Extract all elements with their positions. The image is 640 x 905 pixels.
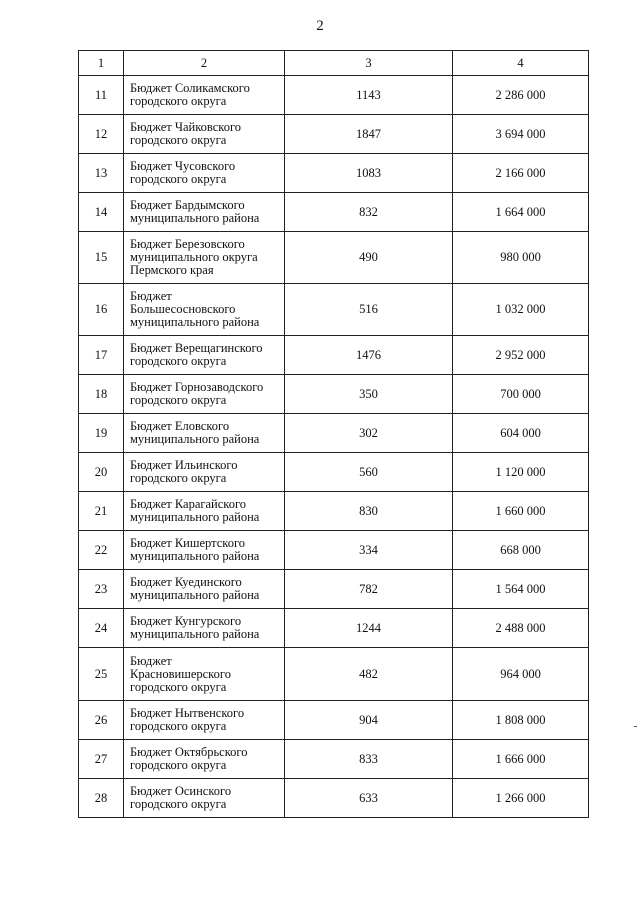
column-header: 4 — [453, 51, 589, 76]
table-row — [79, 154, 589, 193]
budget-name: Бюджет Верещагинского городского округа — [124, 336, 285, 375]
table-row — [79, 336, 589, 375]
column-3-value: 302 — [285, 414, 453, 453]
column-3-value: 1847 — [285, 115, 453, 154]
column-4-value: 1 664 000 — [453, 193, 589, 232]
table-row — [79, 740, 589, 779]
column-4-value: 3 694 000 — [453, 115, 589, 154]
row-number: 24 — [79, 609, 124, 648]
table-row — [79, 531, 589, 570]
column-3-value: 350 — [285, 375, 453, 414]
table-row — [79, 701, 589, 740]
budget-allocation-table — [78, 50, 589, 818]
budget-name: Бюджет Ильинского городского округа — [124, 453, 285, 492]
row-number: 17 — [79, 336, 124, 375]
column-4-value: 1 666 000 — [453, 740, 589, 779]
table-row — [79, 284, 589, 336]
column-4-value: 1 032 000 — [453, 284, 589, 336]
table-row — [79, 115, 589, 154]
column-4-value: 2 286 000 — [453, 76, 589, 115]
row-number: 25 — [79, 648, 124, 701]
column-3-value: 633 — [285, 779, 453, 818]
table-row — [79, 193, 589, 232]
column-4-value: 668 000 — [453, 531, 589, 570]
column-4-value: 2 488 000 — [453, 609, 589, 648]
column-4-value: 980 000 — [453, 232, 589, 284]
table-row — [79, 453, 589, 492]
row-number: 26 — [79, 701, 124, 740]
budget-name: Бюджет Нытвенского городского округа — [124, 701, 285, 740]
budget-name: Бюджет Красновишерского городского округа — [124, 648, 285, 701]
budget-name: Бюджет Горнозаводского городского округа — [124, 375, 285, 414]
budget-name: Бюджет Бардымского муниципального района — [124, 193, 285, 232]
column-3-value: 1083 — [285, 154, 453, 193]
table-row — [79, 232, 589, 284]
table-row — [79, 76, 589, 115]
budget-name: Бюджет Куединского муниципального района — [124, 570, 285, 609]
column-4-value: 2 952 000 — [453, 336, 589, 375]
budget-name: Бюджет Кунгурского муниципального района — [124, 609, 285, 648]
table-row — [79, 492, 589, 531]
row-number: 16 — [79, 284, 124, 336]
row-number: 18 — [79, 375, 124, 414]
column-3-value: 1143 — [285, 76, 453, 115]
row-number: 14 — [79, 193, 124, 232]
budget-name: Бюджет Октябрьского городского округа — [124, 740, 285, 779]
row-number: 19 — [79, 414, 124, 453]
row-number: 21 — [79, 492, 124, 531]
budget-name: Бюджет Кишертского муниципального района — [124, 531, 285, 570]
column-4-value: 1 808 000 — [453, 701, 589, 740]
column-3-value: 830 — [285, 492, 453, 531]
budget-name: Бюджет Соликамского городского округа — [124, 76, 285, 115]
budget-name: Бюджет Чайковского городского округа — [124, 115, 285, 154]
table-row — [79, 570, 589, 609]
column-3-value: 334 — [285, 531, 453, 570]
column-3-value: 1244 — [285, 609, 453, 648]
row-number: 12 — [79, 115, 124, 154]
column-3-value: 782 — [285, 570, 453, 609]
column-3-value: 1476 — [285, 336, 453, 375]
column-4-value: 1 120 000 — [453, 453, 589, 492]
column-3-value: 482 — [285, 648, 453, 701]
row-number: 23 — [79, 570, 124, 609]
budget-name: Бюджет Осинского городского округа — [124, 779, 285, 818]
budget-name: Бюджет Чусовского городского округа — [124, 154, 285, 193]
column-3-value: 833 — [285, 740, 453, 779]
budget-name: Бюджет Еловского муниципального района — [124, 414, 285, 453]
column-header: 1 — [79, 51, 124, 76]
column-4-value: 1 564 000 — [453, 570, 589, 609]
table-row — [79, 648, 589, 701]
table-row — [79, 375, 589, 414]
column-3-value: 516 — [285, 284, 453, 336]
page-number: 2 — [316, 18, 324, 34]
row-number: 13 — [79, 154, 124, 193]
column-4-value: 964 000 — [453, 648, 589, 701]
column-4-value: 2 166 000 — [453, 154, 589, 193]
budget-name: Бюджет Березовского муниципального округа Пермского края — [124, 232, 285, 284]
table-row — [79, 779, 589, 818]
column-4-value: 604 000 — [453, 414, 589, 453]
row-number: 20 — [79, 453, 124, 492]
scan-artifact — [634, 726, 637, 727]
row-number: 27 — [79, 740, 124, 779]
column-header: 3 — [285, 51, 453, 76]
column-4-value: 700 000 — [453, 375, 589, 414]
column-3-value: 904 — [285, 701, 453, 740]
row-number: 11 — [79, 76, 124, 115]
budget-name: Бюджет Карагайского муниципального района — [124, 492, 285, 531]
column-4-value: 1 660 000 — [453, 492, 589, 531]
row-number: 15 — [79, 232, 124, 284]
column-3-value: 560 — [285, 453, 453, 492]
row-number: 28 — [79, 779, 124, 818]
column-3-value: 490 — [285, 232, 453, 284]
column-header: 2 — [124, 51, 285, 76]
column-4-value: 1 266 000 — [453, 779, 589, 818]
budget-name: Бюджет Большесосновского муниципального района — [124, 284, 285, 336]
column-3-value: 832 — [285, 193, 453, 232]
table-header-row — [79, 51, 589, 76]
table-row — [79, 609, 589, 648]
row-number: 22 — [79, 531, 124, 570]
table-row — [79, 414, 589, 453]
